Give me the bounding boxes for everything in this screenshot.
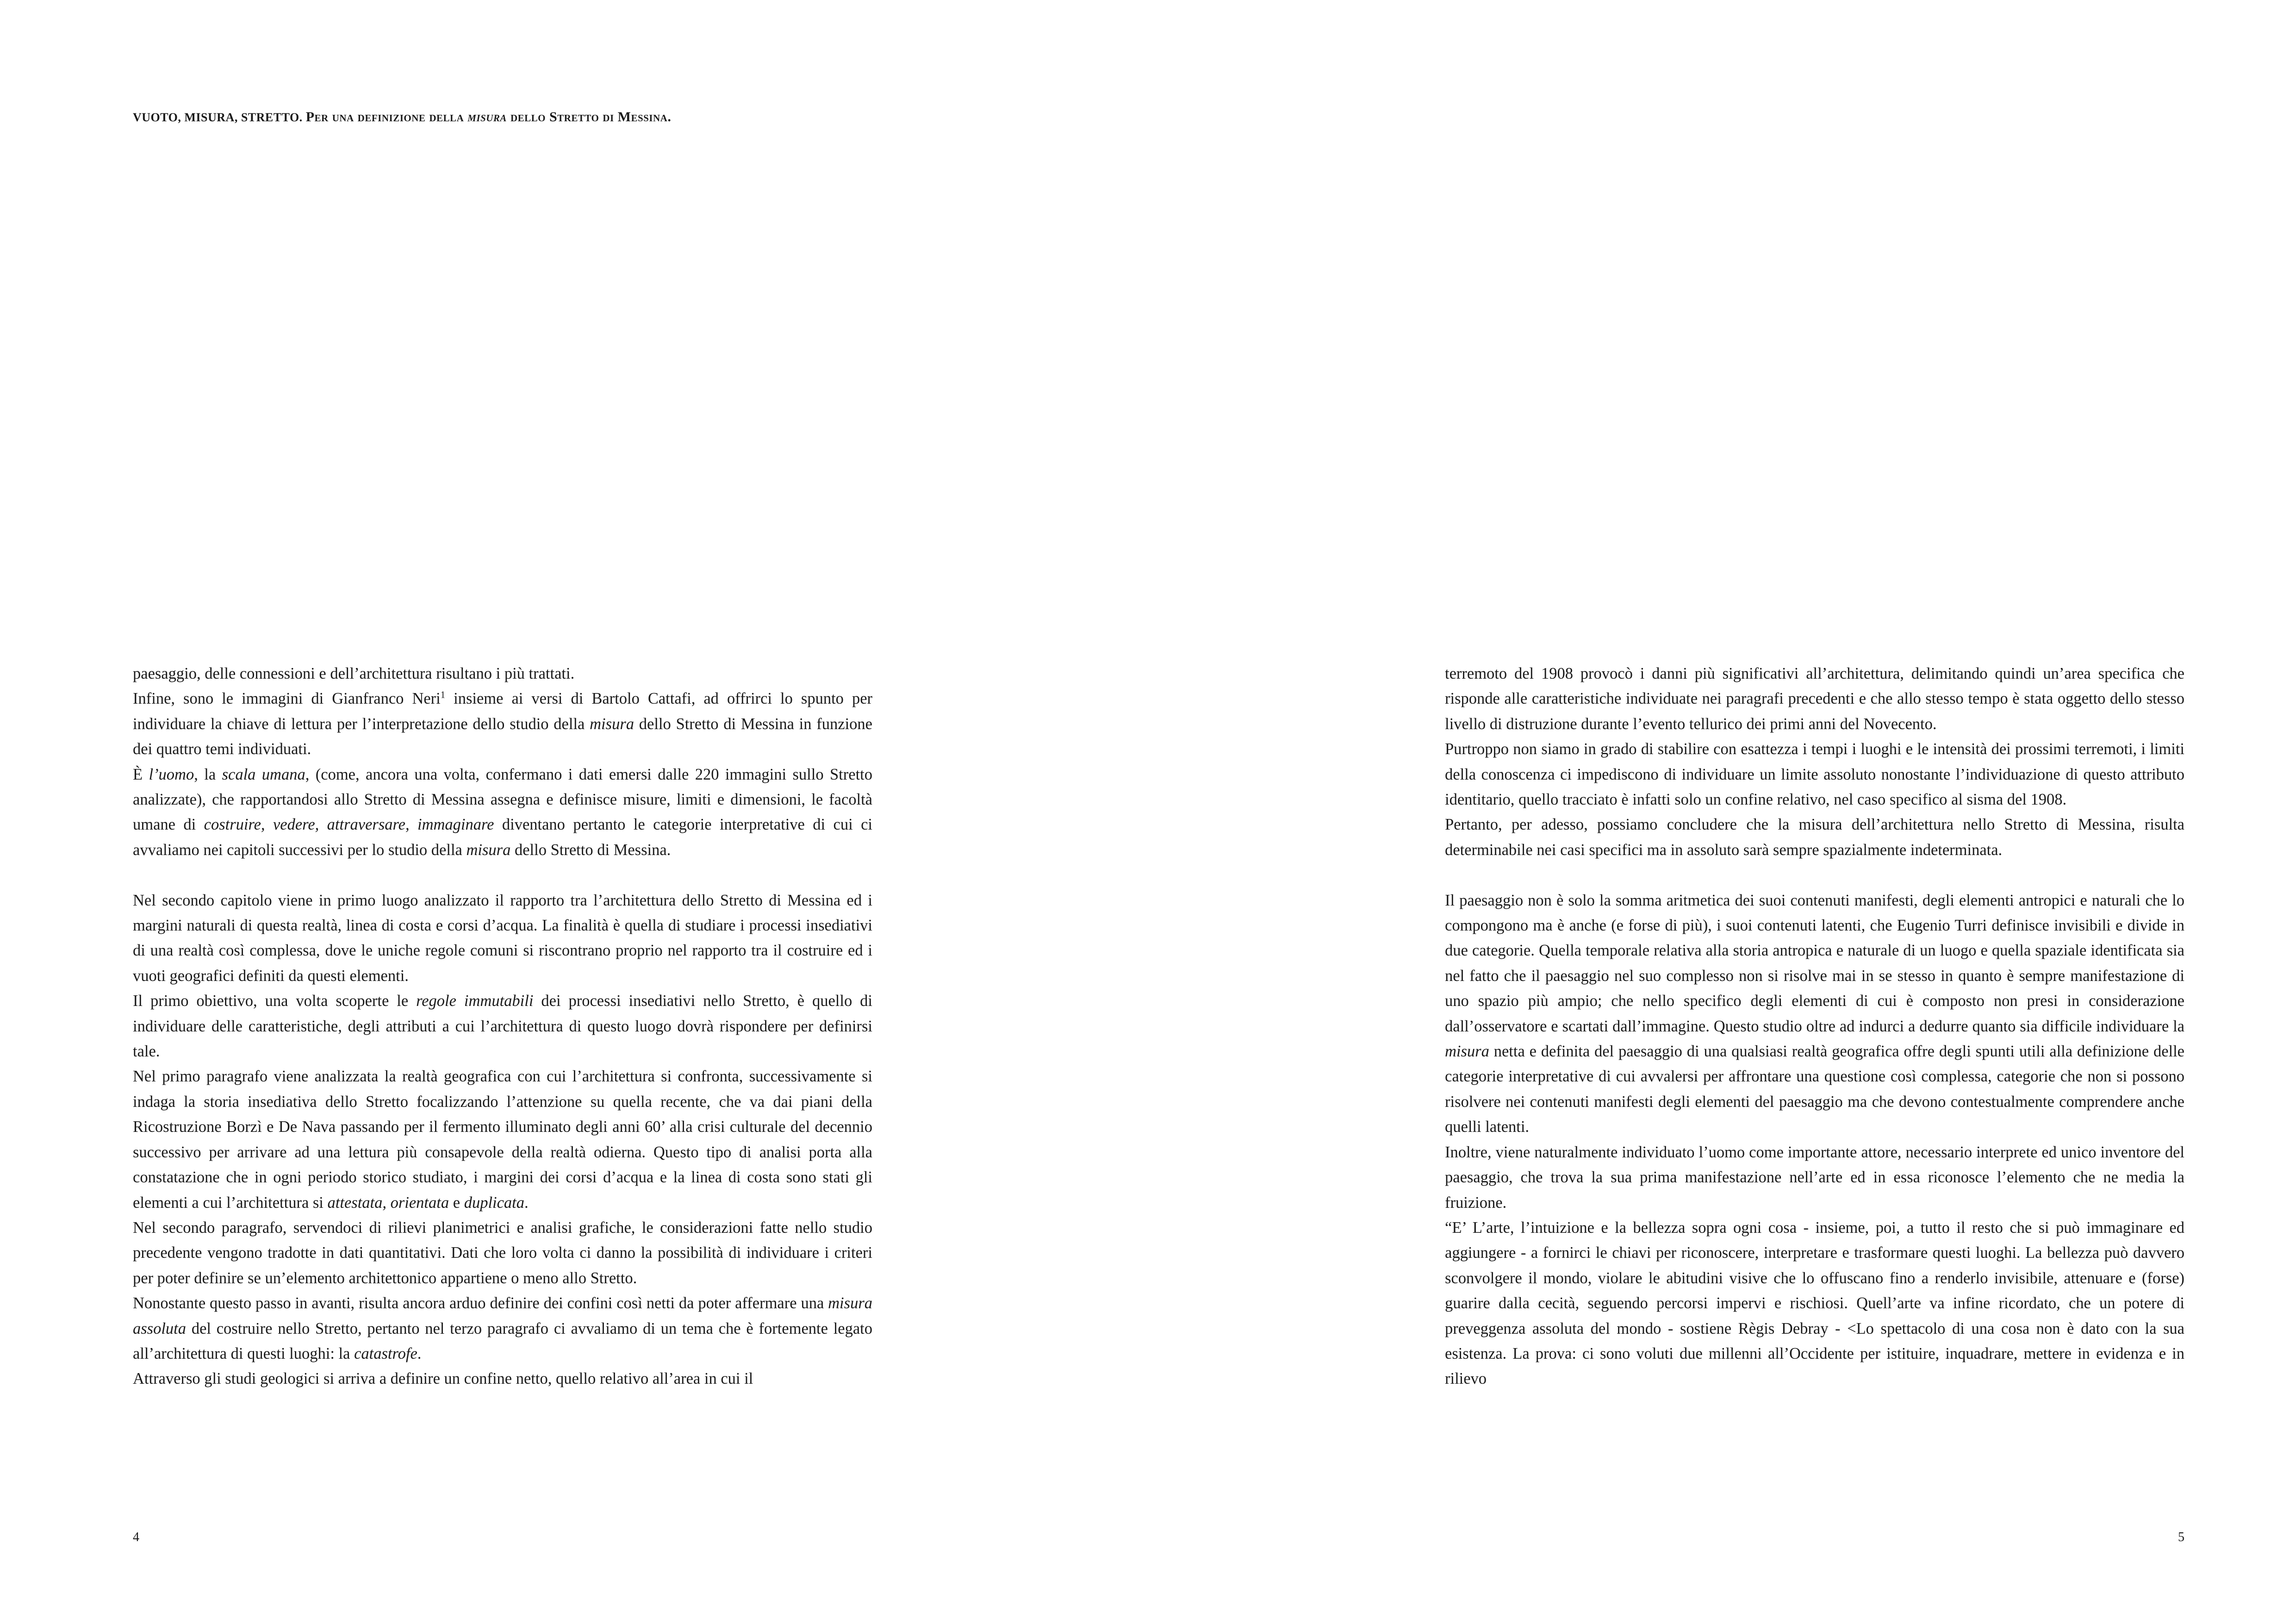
page-number-right: 5	[2178, 1530, 2184, 1544]
text-run: dello Stretto di Messina.	[510, 841, 671, 859]
text-run: insieme ai versi di Bartolo Cattafi, ad offrirci lo spunto per individuare la chiave di lettura per l’interpretazione dello studio della	[133, 690, 872, 733]
text-run: netta e definita del paesaggio di una qualsiasi realtà geografica offre degli spunti utili alla definizione delle categorie interpretative di cui avvalersi per affrontare una questione così complessa, categorie che non si possono risolvere nei contenuti manifesti degli elementi del paesaggio ma che devono contestualmente comprendere anche quelli latenti.	[1445, 1043, 2184, 1136]
paragraph	[133, 686, 872, 762]
paragraph	[133, 762, 872, 863]
text-run: diventano pertanto le categorie interpretative di cui ci avvaliamo nei capitoli successivi per lo studio della	[133, 816, 872, 859]
text-emphasis: regole immutabili	[416, 992, 534, 1010]
paragraph	[133, 1064, 872, 1215]
paragraph: “E’ L’arte, l’intuizione e la bellezza sopra ogni cosa - insieme, poi, a tutto il resto che si può immaginare ed aggiungere - a fornirci le chiavi per riconoscere, interpretare e trasformare questi luoghi. La bellezza può davvero sconvolgere il mondo, violare le abitudini visive che lo offuscano fino a renderlo invisibile, attenuare e (forse) guarire dalla cecità, seguendo percorsi impervi e rischiosi. Quell’arte va infine ricordato, che un potere di preveggenza assoluta del mondo - sostiene Règis Debray - <Lo spettacolo di una cosa non è dato con la sua esistenza. La prova: ci sono voluti due millenni all’Occidente per istituire, inquadrare, mettere in evidenza e in rilievo	[1445, 1218, 2184, 1388]
left-page-text	[133, 661, 872, 1392]
footnote-ref: 1	[440, 690, 446, 700]
paragraph: Purtroppo non siamo in grado di stabilire con esattezza i tempi i luoghi e le intensità dei prossimi terremoti, i limiti della conoscenza ci impediscono di individuare un limite assoluto nonostante l’individuazione di questo attributo identitario, quello tracciato è infatti solo un confine relativo, nel caso specifico al sisma del 1908.	[1445, 740, 2184, 809]
text-emphasis: misura	[1445, 1043, 1489, 1061]
paragraph: Nel secondo paragrafo, servendoci di rilievi planimetrici e analisi grafiche, le considerazioni fatte nello studio precedente vengono tradotte in dati quantitativi. Dati che loro volta ci danno la possibilità di individuare i criteri per poter definire se un’elemento architettonico appartiene o meno allo Stretto.	[133, 1218, 872, 1287]
header-title: VUOTO, MISURA, STRETTO.	[133, 111, 303, 124]
text-run: È	[133, 765, 149, 783]
running-header	[133, 109, 671, 125]
text-emphasis: misura assoluta	[133, 1294, 872, 1337]
text-run: Nel primo paragrafo viene analizzata la realtà geografica con cui l’architettura si confronta, successivamente si indaga la storia insediativa dello Stretto focalizzando l’attenzione su quella recente, che va dai piani della Ricostruzione Borzì e De Nava passando per il fermento illuminato degli anni 60’ alla crisi culturale del decennio successivo per arrivare ad una lettura più consapevole della realtà odierna. Questo tipo di analisi porta alla constatazione che in ogni periodo storico studiato, i margini dei corsi d’acqua e la linea di costa sono stati gli elementi a cui l’architettura si	[133, 1068, 872, 1212]
text-run: Il primo obiettivo, una volta scoperte le	[133, 992, 417, 1010]
text-run: , la	[194, 765, 222, 783]
text-emphasis: l’uomo	[149, 765, 194, 783]
paragraph: Inoltre, viene naturalmente individuato l’uomo come importante attore, necessario interprete ed unico inventore del paesaggio, che trova la sua prima manifestazione nell’arte ed in essa riconosce l’elemento che ne media la fruizione.	[1445, 1143, 2184, 1212]
text-run: Nonostante questo passo in avanti, risulta ancora arduo definire dei confini così netti da poter affermare una	[133, 1294, 828, 1312]
text-run: Il paesaggio non è solo la somma aritmetica dei suoi contenuti manifesti, degli elementi antropici e naturali che lo compongono ma è anche (e forse di più), i suoi contenuti latenti, che Eugenio Turri definisce invisibili e divide in due categorie. Quella temporale relativa alla storia antropica e naturale di un luogo e quella spaziale identificata sia nel fatto che il paesaggio nel suo complesso non si risolve mai in se stesso in quanto è sempre manifestazione di uno spazio più ampio; che nello specifico degli elementi di cui è composto non presi in considerazione dall’osservatore e scartati dall’immagine. Questo studio oltre ad indurci a dedurre quanto sia difficile individuare la	[1445, 891, 2184, 1035]
paragraph: Attraverso gli studi geologici si arriva a definire un confine netto, quello relativo all’area in cui il	[133, 1370, 753, 1388]
header-subtitle-post: dello Stretto di Messina.	[510, 109, 672, 125]
paragraph: Pertanto, per adesso, possiamo concludere che la misura dell’architettura nello Stretto di Messina, risulta determinabile nei casi specifici ma in assoluto sarà sempre spazialmente indeterminata.	[1445, 816, 2184, 859]
header-subtitle-em: misura	[467, 109, 507, 125]
text-run: .	[417, 1344, 422, 1362]
text-run: dei processi insediativi nello Stretto, è quello di individuare delle caratteristiche, degli attributi a cui l’architettura di questo luogo dovrà rispondere per definirsi tale.	[133, 992, 872, 1061]
text-emphasis: costruire, vedere, attraversare, immaginare	[204, 816, 494, 834]
paragraph: terremoto del 1908 provocò i danni più significativi all’architettura, delimitando quindi un’area specifica che risponde alle caratteristiche individuate nei paragrafi precedenti e che allo stesso tempo è stata oggetto dello stesso livello di distruzione durante l’evento tellurico dei primi anni del Novecento.	[1445, 665, 2184, 733]
text-run: del costruire nello Stretto, pertanto nel terzo paragrafo ci avvaliamo di un tema che è fortemente legato all’architettura di questi luoghi: la	[133, 1319, 872, 1362]
paragraph: Nel secondo capitolo viene in primo luogo analizzato il rapporto tra l’architettura dello Stretto di Messina ed i margini naturali di questa realtà, linea di costa e corsi d’acqua. La finalità è quella di studiare i processi insediativi di una realtà così complessa, dove le uniche regole comuni si riscontrano proprio nel rapporto tra il costruire ed i vuoti geografici definiti da questi elementi.	[133, 891, 872, 985]
text-emphasis: scala umana	[222, 765, 305, 783]
text-emphasis: catastrofe	[354, 1344, 417, 1362]
header-subtitle	[306, 109, 672, 125]
page-number-left: 4	[133, 1530, 139, 1544]
text-run: , (come, ancora una volta, confermano i dati emersi dalle 220 immagini sullo Stretto analizzate), che rapportandosi allo Stretto di Messina assegna e definisce misure, limiti e dimensioni, le facoltà umane di	[133, 765, 872, 834]
text-emphasis: misura	[466, 841, 511, 859]
text-emphasis: attestata, orientata	[327, 1193, 449, 1212]
text-run: .	[524, 1193, 529, 1212]
text-emphasis: duplicata	[464, 1193, 525, 1212]
paragraph: paesaggio, delle connessioni e dell’architettura risultano i più trattati.	[133, 665, 575, 682]
text-run: Infine, sono le immagini di Gianfranco Neri	[133, 690, 441, 708]
right-page-text	[1445, 661, 2184, 1392]
paragraph	[133, 988, 872, 1064]
text-run: dello Stretto di Messina in funzione dei quattro temi individuati.	[133, 715, 872, 758]
text-emphasis: misura	[590, 715, 634, 733]
paragraph	[1445, 888, 2184, 1140]
paragraph	[133, 1291, 872, 1366]
header-subtitle-pre: Per una definizione della	[305, 109, 464, 125]
text-run: e	[449, 1193, 464, 1212]
